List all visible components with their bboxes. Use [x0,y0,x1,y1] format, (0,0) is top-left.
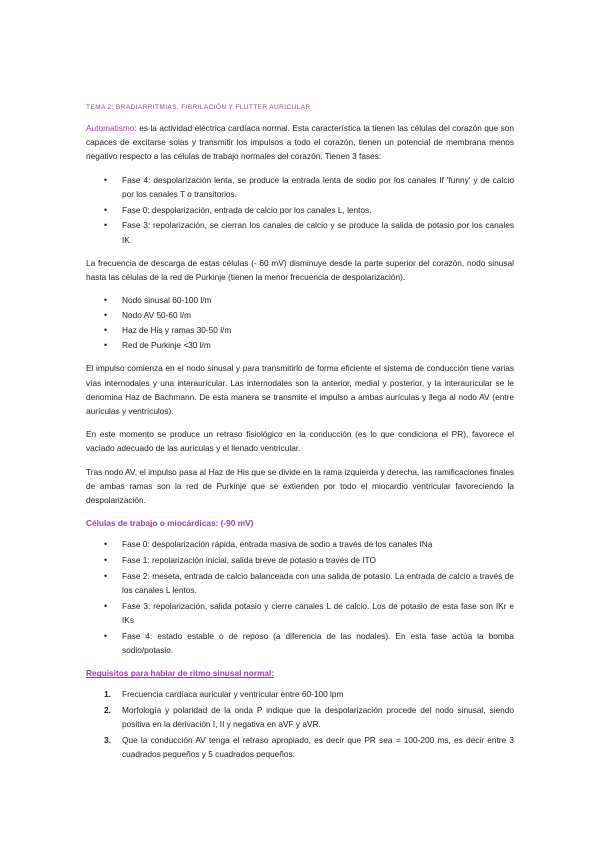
list-item: • Fase 4: despolarización lenta, se produce la entrada lenta de sodio por los canales If 'funny' y de calcio por los canales T o transitorios. [86,173,514,201]
item-text: Que la conducción AV tenga el retraso apropiado, es decir que PR sea = 100-200 ms, es decir entre 3 cuadrados pequeños y 5 cuadrados pequeños. [122,735,514,760]
list-item: • Fase 3: repolarización, se cierran los canales de calcio y se produce la salida de potasio por los canales IK. [86,218,514,246]
list-item: • Red de Purkinje <30 l/m [86,338,514,352]
list-item: • Fase 0: despolarización rápida, entrada masiva de sodio a través de los canales INa [86,537,514,551]
list-item: • Fase 0: despolarización, entrada de calcio por los canales L, lentos. [86,203,514,217]
requirements-list [86,687,514,761]
working-phases-list [86,537,514,657]
item-text: Morfología y polaridad de la onda P indique que la despolarización procede del nodo sinusal, siendo positiva en la derivación I, II y negativa en aVF y aVR. [122,705,514,730]
working-cells-heading: Células de trabajo o miocárdicas: (-90 mV) [86,518,254,529]
list-item: • Fase 2: meseta, entrada de calcio balanceada con una salida de potasio. La entrada de calcio a través de los canales L lentos. [86,569,514,597]
list-item: • Nodo sinusal 60-100 l/m [86,293,514,307]
list-item: • Fase 3: repolarización, salida potasio y cierre canales L de calcio. Los de potasio de esta fase son IKr e IKs [86,599,514,627]
item-number: 2. [104,705,111,716]
item-number: 1. [104,689,111,700]
his-paragraph: Tras nodo AV, el impulso pasa al Haz de His que se divide en la rama izquierda y derecha, las ramificaciones finales de ambas ramas son la red de Purkinje que se extienden por todo el miocardio ventricular favoreciendo la despolarización. [86,466,514,506]
frequency-paragraph: La frecuencia de descarga de estas células (- 60 mV) disminuye desde la parte superior del corazón, nodo sinusal hasta las células de la red de Purkinje (tienen la menor frecuencia de despolarización). [86,257,514,283]
list-item: • Fase 1: repolarización inicial, salida breve de potasio a través de ITO [86,553,514,567]
node-frequency-list [86,293,514,352]
automatismo-text: : es la actividad eléctrica cardíaca normal. Esta característica la tienen las células del corazón que son capaces de excitarse solas y transmitir los impulsos a todo el corazón, tienen un potencial de membrana menos negativo respecto a las células de trabajo normales del corazón. Tienen 3 fases: [86,123,514,162]
list-item: • Haz de His y ramas 30-50 l/m [86,323,514,337]
delay-paragraph: En este momento se produce un retraso fisiológico en la conducción (es lo que condiciona el PR), favorece el vaciado adecuado de las aurículas y el llenado ventricular. [86,429,514,454]
item-number: 3. [104,735,111,746]
pacemaker-phases-list [86,173,514,247]
topic-header: TEMA 2: BRADIARRITMIAS, FIBRILACIÓN Y FLUTTER AURICULAR [86,104,311,111]
automatismo-term: Automatismo [86,123,135,133]
requirements-heading: Requisitos para hablar de ritmo sinusal normal: [86,668,275,679]
list-item [86,687,514,701]
list-item: • Fase 4: estado estable o de reposo (a diferencia de las nodales). En esta fase actúa la bomba sodio/potasio. [86,629,514,657]
impulse-paragraph: El impulso comienza en el nodo sinusal y para transmitirlo de forma eficiente el sistema de conducción tiene varias vías internodales y una interauricular. Las internodales son la anterior, medial y posterior, y la interauricular se le denomina Haz de Bachmann. De esta manera se transmite el impulso a ambas aurículas y llega al nodo AV (entre aurículas y ventrículos). [86,363,514,417]
list-item [86,703,514,731]
page-content [86,104,514,770]
item-text: Frecuencia cardíaca auricular y ventricular entre 60-100 lpm [122,689,344,700]
list-item: • Nodo AV 50-60 l/m [86,308,514,322]
automatismo-paragraph [86,121,514,164]
list-item [86,733,514,761]
